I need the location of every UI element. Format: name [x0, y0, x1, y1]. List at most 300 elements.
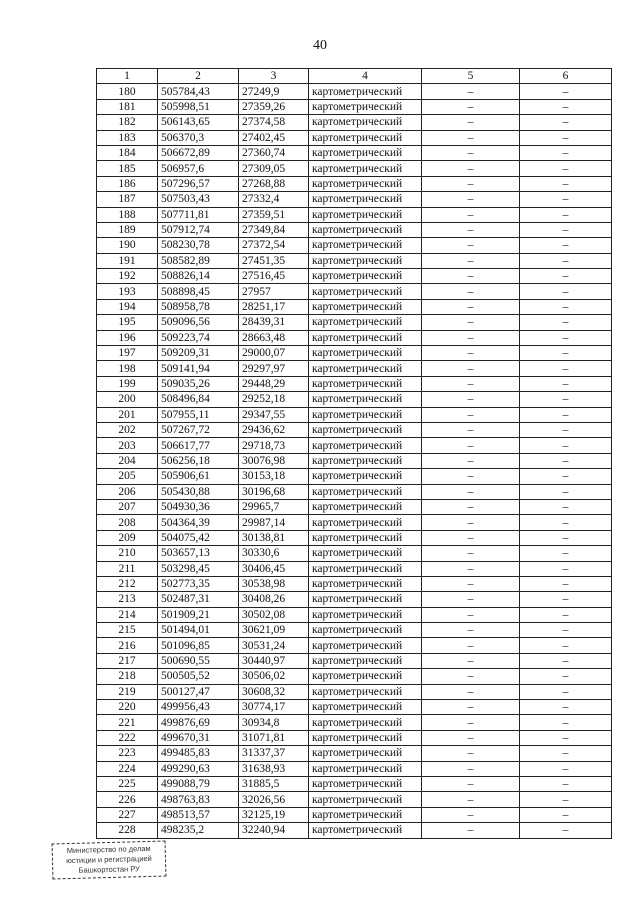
point-number-cell: 222 [97, 730, 158, 745]
x-coordinate-cell: 506256,18 [158, 453, 239, 468]
y-coordinate-cell: 27309,05 [239, 161, 309, 176]
table-row [97, 346, 612, 361]
x-coordinate-cell: 498763,83 [158, 792, 239, 807]
y-coordinate-cell: 30531,24 [239, 638, 309, 653]
col5-cell: – [422, 176, 520, 191]
method-cell: картометрический [309, 807, 422, 822]
method-cell: картометрический [309, 238, 422, 253]
x-coordinate-cell: 509223,74 [158, 330, 239, 345]
point-number-cell: 199 [97, 376, 158, 391]
column-header: 2 [158, 69, 239, 84]
table-row [97, 84, 612, 99]
point-number-cell: 225 [97, 776, 158, 791]
method-cell: картометрический [309, 746, 422, 761]
y-coordinate-cell: 30138,81 [239, 530, 309, 545]
point-number-cell: 197 [97, 346, 158, 361]
x-coordinate-cell: 501909,21 [158, 607, 239, 622]
point-number-cell: 214 [97, 607, 158, 622]
col5-cell: – [422, 361, 520, 376]
col5-cell: – [422, 315, 520, 330]
point-number-cell: 184 [97, 145, 158, 160]
col6-cell: – [520, 730, 612, 745]
table-row [97, 546, 612, 561]
col5-cell: – [422, 192, 520, 207]
y-coordinate-cell: 30538,98 [239, 576, 309, 591]
col5-cell: – [422, 515, 520, 530]
point-number-cell: 192 [97, 269, 158, 284]
stamp-line: юстиции и регистрацией [66, 853, 152, 866]
x-coordinate-cell: 499290,63 [158, 761, 239, 776]
table-row [97, 592, 612, 607]
table-row [97, 376, 612, 391]
method-cell: картометрический [309, 192, 422, 207]
y-coordinate-cell: 30934,8 [239, 715, 309, 730]
col6-cell: – [520, 422, 612, 437]
x-coordinate-cell: 499088,79 [158, 776, 239, 791]
col5-cell: – [422, 115, 520, 130]
method-cell: картометрический [309, 700, 422, 715]
y-coordinate-cell: 30153,18 [239, 469, 309, 484]
coordinates-table [96, 68, 612, 839]
x-coordinate-cell: 507267,72 [158, 422, 239, 437]
col5-cell: – [422, 792, 520, 807]
y-coordinate-cell: 30076,98 [239, 453, 309, 468]
table-row [97, 361, 612, 376]
col6-cell: – [520, 638, 612, 653]
table-row [97, 638, 612, 653]
point-number-cell: 215 [97, 623, 158, 638]
x-coordinate-cell: 506672,89 [158, 145, 239, 160]
method-cell: картометрический [309, 284, 422, 299]
point-number-cell: 206 [97, 484, 158, 499]
y-coordinate-cell: 30440,97 [239, 653, 309, 668]
y-coordinate-cell: 29436,62 [239, 422, 309, 437]
col6-cell: – [520, 530, 612, 545]
col6-cell: – [520, 115, 612, 130]
x-coordinate-cell: 504930,36 [158, 499, 239, 514]
method-cell: картометрический [309, 253, 422, 268]
table-row [97, 807, 612, 822]
col5-cell: – [422, 669, 520, 684]
col5-cell: – [422, 684, 520, 699]
y-coordinate-cell: 32125,19 [239, 807, 309, 822]
col6-cell: – [520, 330, 612, 345]
method-cell: картометрический [309, 176, 422, 191]
table-row [97, 746, 612, 761]
method-cell: картометрический [309, 715, 422, 730]
col5-cell: – [422, 392, 520, 407]
col6-cell: – [520, 515, 612, 530]
method-cell: картометрический [309, 561, 422, 576]
table-row [97, 484, 612, 499]
col6-cell: – [520, 192, 612, 207]
table-row [97, 669, 612, 684]
method-cell: картометрический [309, 515, 422, 530]
col5-cell: – [422, 453, 520, 468]
col6-cell: – [520, 715, 612, 730]
table-row [97, 761, 612, 776]
y-coordinate-cell: 30774,17 [239, 700, 309, 715]
x-coordinate-cell: 508496,84 [158, 392, 239, 407]
x-coordinate-cell: 507503,43 [158, 192, 239, 207]
method-cell: картометрический [309, 669, 422, 684]
method-cell: картометрический [309, 99, 422, 114]
x-coordinate-cell: 508230,78 [158, 238, 239, 253]
method-cell: картометрический [309, 407, 422, 422]
col6-cell: – [520, 161, 612, 176]
col5-cell: – [422, 346, 520, 361]
point-number-cell: 203 [97, 438, 158, 453]
table-row [97, 99, 612, 114]
y-coordinate-cell: 27360,74 [239, 145, 309, 160]
y-coordinate-cell: 29965,7 [239, 499, 309, 514]
col5-cell: – [422, 623, 520, 638]
method-cell: картометрический [309, 546, 422, 561]
y-coordinate-cell: 28439,31 [239, 315, 309, 330]
col6-cell: – [520, 576, 612, 591]
col6-cell: – [520, 453, 612, 468]
method-cell: картометрический [309, 761, 422, 776]
x-coordinate-cell: 498513,57 [158, 807, 239, 822]
method-cell: картометрический [309, 346, 422, 361]
y-coordinate-cell: 31071,81 [239, 730, 309, 745]
method-cell: картометрический [309, 607, 422, 622]
stamp-line: Министерство по делам [66, 843, 151, 856]
col6-cell: – [520, 823, 612, 838]
method-cell: картометрический [309, 376, 422, 391]
y-coordinate-cell: 29347,55 [239, 407, 309, 422]
col6-cell: – [520, 700, 612, 715]
point-number-cell: 227 [97, 807, 158, 822]
col5-cell: – [422, 807, 520, 822]
point-number-cell: 189 [97, 222, 158, 237]
method-cell: картометрический [309, 499, 422, 514]
y-coordinate-cell: 27249,9 [239, 84, 309, 99]
col5-cell: – [422, 238, 520, 253]
col5-cell: – [422, 823, 520, 838]
y-coordinate-cell: 29252,18 [239, 392, 309, 407]
col5-cell: – [422, 422, 520, 437]
col6-cell: – [520, 469, 612, 484]
col6-cell: – [520, 484, 612, 499]
method-cell: картометрический [309, 422, 422, 437]
col5-cell: – [422, 130, 520, 145]
y-coordinate-cell: 27516,45 [239, 269, 309, 284]
method-cell: картометрический [309, 776, 422, 791]
y-coordinate-cell: 27402,45 [239, 130, 309, 145]
col5-cell: – [422, 561, 520, 576]
col6-cell: – [520, 84, 612, 99]
point-number-cell: 191 [97, 253, 158, 268]
column-header: 1 [97, 69, 158, 84]
col5-cell: – [422, 746, 520, 761]
point-number-cell: 198 [97, 361, 158, 376]
x-coordinate-cell: 505784,43 [158, 84, 239, 99]
col6-cell: – [520, 299, 612, 314]
x-coordinate-cell: 508958,78 [158, 299, 239, 314]
x-coordinate-cell: 499956,43 [158, 700, 239, 715]
col5-cell: – [422, 730, 520, 745]
x-coordinate-cell: 504364,39 [158, 515, 239, 530]
point-number-cell: 204 [97, 453, 158, 468]
col6-cell: – [520, 669, 612, 684]
column-header: 3 [239, 69, 309, 84]
point-number-cell: 208 [97, 515, 158, 530]
col6-cell: – [520, 207, 612, 222]
method-cell: картометрический [309, 392, 422, 407]
col5-cell: – [422, 469, 520, 484]
col5-cell: – [422, 653, 520, 668]
method-cell: картометрический [309, 730, 422, 745]
point-number-cell: 201 [97, 407, 158, 422]
col6-cell: – [520, 284, 612, 299]
table-row [97, 115, 612, 130]
x-coordinate-cell: 507296,57 [158, 176, 239, 191]
point-number-cell: 216 [97, 638, 158, 653]
table-body [97, 84, 612, 838]
table-row [97, 623, 612, 638]
table-row [97, 499, 612, 514]
y-coordinate-cell: 28663,48 [239, 330, 309, 345]
x-coordinate-cell: 500127,47 [158, 684, 239, 699]
y-coordinate-cell: 29448,29 [239, 376, 309, 391]
point-number-cell: 226 [97, 792, 158, 807]
x-coordinate-cell: 509035,26 [158, 376, 239, 391]
x-coordinate-cell: 509096,56 [158, 315, 239, 330]
point-number-cell: 187 [97, 192, 158, 207]
method-cell: картометрический [309, 269, 422, 284]
x-coordinate-cell: 500690,55 [158, 653, 239, 668]
col5-cell: – [422, 761, 520, 776]
x-coordinate-cell: 507711,81 [158, 207, 239, 222]
col5-cell: – [422, 269, 520, 284]
col5-cell: – [422, 222, 520, 237]
col5-cell: – [422, 484, 520, 499]
y-coordinate-cell: 30408,26 [239, 592, 309, 607]
col6-cell: – [520, 438, 612, 453]
x-coordinate-cell: 501096,85 [158, 638, 239, 653]
x-coordinate-cell: 505906,61 [158, 469, 239, 484]
point-number-cell: 205 [97, 469, 158, 484]
x-coordinate-cell: 509209,31 [158, 346, 239, 361]
y-coordinate-cell: 32240,94 [239, 823, 309, 838]
col5-cell: – [422, 576, 520, 591]
col6-cell: – [520, 222, 612, 237]
table-row [97, 130, 612, 145]
col6-cell: – [520, 376, 612, 391]
method-cell: картометрический [309, 453, 422, 468]
col6-cell: – [520, 561, 612, 576]
table-row [97, 700, 612, 715]
table-row [97, 392, 612, 407]
column-header: 4 [309, 69, 422, 84]
method-cell: картометрический [309, 299, 422, 314]
point-number-cell: 217 [97, 653, 158, 668]
method-cell: картометрический [309, 638, 422, 653]
table-row [97, 299, 612, 314]
method-cell: картометрический [309, 684, 422, 699]
method-cell: картометрический [309, 592, 422, 607]
col6-cell: – [520, 546, 612, 561]
point-number-cell: 193 [97, 284, 158, 299]
table-row [97, 715, 612, 730]
y-coordinate-cell: 29987,14 [239, 515, 309, 530]
x-coordinate-cell: 500505,52 [158, 669, 239, 684]
table-row [97, 422, 612, 437]
x-coordinate-cell: 508898,45 [158, 284, 239, 299]
table-row [97, 453, 612, 468]
method-cell: картометрический [309, 792, 422, 807]
col5-cell: – [422, 546, 520, 561]
col6-cell: – [520, 407, 612, 422]
col6-cell: – [520, 746, 612, 761]
x-coordinate-cell: 502487,31 [158, 592, 239, 607]
y-coordinate-cell: 29718,73 [239, 438, 309, 453]
col5-cell: – [422, 84, 520, 99]
col5-cell: – [422, 253, 520, 268]
col5-cell: – [422, 607, 520, 622]
method-cell: картометрический [309, 161, 422, 176]
col6-cell: – [520, 145, 612, 160]
col6-cell: – [520, 499, 612, 514]
col5-cell: – [422, 499, 520, 514]
col6-cell: – [520, 99, 612, 114]
method-cell: картометрический [309, 823, 422, 838]
point-number-cell: 195 [97, 315, 158, 330]
table-row [97, 607, 612, 622]
x-coordinate-cell: 502773,35 [158, 576, 239, 591]
point-number-cell: 224 [97, 761, 158, 776]
x-coordinate-cell: 499485,83 [158, 746, 239, 761]
col6-cell: – [520, 253, 612, 268]
method-cell: картометрический [309, 438, 422, 453]
col5-cell: – [422, 438, 520, 453]
column-header: 6 [520, 69, 612, 84]
y-coordinate-cell: 29000,07 [239, 346, 309, 361]
x-coordinate-cell: 506957,6 [158, 161, 239, 176]
x-coordinate-cell: 509141,94 [158, 361, 239, 376]
col6-cell: – [520, 315, 612, 330]
y-coordinate-cell: 27451,35 [239, 253, 309, 268]
x-coordinate-cell: 503657,13 [158, 546, 239, 561]
y-coordinate-cell: 27268,88 [239, 176, 309, 191]
col5-cell: – [422, 284, 520, 299]
y-coordinate-cell: 27349,84 [239, 222, 309, 237]
ministry-stamp [52, 841, 167, 880]
col5-cell: – [422, 145, 520, 160]
table-row [97, 253, 612, 268]
x-coordinate-cell: 506617,77 [158, 438, 239, 453]
method-cell: картометрический [309, 469, 422, 484]
y-coordinate-cell: 27372,54 [239, 238, 309, 253]
table-row [97, 269, 612, 284]
y-coordinate-cell: 30406,45 [239, 561, 309, 576]
x-coordinate-cell: 498235,2 [158, 823, 239, 838]
point-number-cell: 207 [97, 499, 158, 514]
y-coordinate-cell: 27332,4 [239, 192, 309, 207]
col5-cell: – [422, 776, 520, 791]
col5-cell: – [422, 407, 520, 422]
point-number-cell: 202 [97, 422, 158, 437]
point-number-cell: 223 [97, 746, 158, 761]
table-row [97, 792, 612, 807]
point-number-cell: 186 [97, 176, 158, 191]
point-number-cell: 200 [97, 392, 158, 407]
y-coordinate-cell: 30502,08 [239, 607, 309, 622]
col6-cell: – [520, 776, 612, 791]
y-coordinate-cell: 27957 [239, 284, 309, 299]
col5-cell: – [422, 207, 520, 222]
col6-cell: – [520, 807, 612, 822]
col5-cell: – [422, 161, 520, 176]
col5-cell: – [422, 715, 520, 730]
table-row [97, 315, 612, 330]
point-number-cell: 221 [97, 715, 158, 730]
x-coordinate-cell: 508582,89 [158, 253, 239, 268]
point-number-cell: 220 [97, 700, 158, 715]
y-coordinate-cell: 27374,58 [239, 115, 309, 130]
method-cell: картометрический [309, 623, 422, 638]
col6-cell: – [520, 592, 612, 607]
table-row [97, 730, 612, 745]
table-row [97, 207, 612, 222]
table-row [97, 561, 612, 576]
column-header: 5 [422, 69, 520, 84]
col6-cell: – [520, 392, 612, 407]
col6-cell: – [520, 607, 612, 622]
point-number-cell: 196 [97, 330, 158, 345]
col6-cell: – [520, 269, 612, 284]
y-coordinate-cell: 30621,09 [239, 623, 309, 638]
page-number: 40 [313, 38, 327, 53]
x-coordinate-cell: 503298,45 [158, 561, 239, 576]
x-coordinate-cell: 506143,65 [158, 115, 239, 130]
y-coordinate-cell: 29297,97 [239, 361, 309, 376]
x-coordinate-cell: 499876,69 [158, 715, 239, 730]
point-number-cell: 218 [97, 669, 158, 684]
col6-cell: – [520, 684, 612, 699]
y-coordinate-cell: 31638,93 [239, 761, 309, 776]
y-coordinate-cell: 32026,56 [239, 792, 309, 807]
point-number-cell: 194 [97, 299, 158, 314]
method-cell: картометрический [309, 361, 422, 376]
method-cell: картометрический [309, 207, 422, 222]
x-coordinate-cell: 508826,14 [158, 269, 239, 284]
x-coordinate-cell: 507955,11 [158, 407, 239, 422]
point-number-cell: 181 [97, 99, 158, 114]
col5-cell: – [422, 530, 520, 545]
point-number-cell: 183 [97, 130, 158, 145]
col6-cell: – [520, 130, 612, 145]
method-cell: картометрический [309, 484, 422, 499]
col6-cell: – [520, 346, 612, 361]
x-coordinate-cell: 501494,01 [158, 623, 239, 638]
point-number-cell: 209 [97, 530, 158, 545]
table-row [97, 823, 612, 838]
col6-cell: – [520, 361, 612, 376]
method-cell: картометрический [309, 330, 422, 345]
col5-cell: – [422, 299, 520, 314]
y-coordinate-cell: 28251,17 [239, 299, 309, 314]
table-row [97, 576, 612, 591]
table-row [97, 238, 612, 253]
table-row [97, 469, 612, 484]
col6-cell: – [520, 761, 612, 776]
table-row [97, 222, 612, 237]
x-coordinate-cell: 507912,74 [158, 222, 239, 237]
method-cell: картометрический [309, 576, 422, 591]
table-row [97, 330, 612, 345]
